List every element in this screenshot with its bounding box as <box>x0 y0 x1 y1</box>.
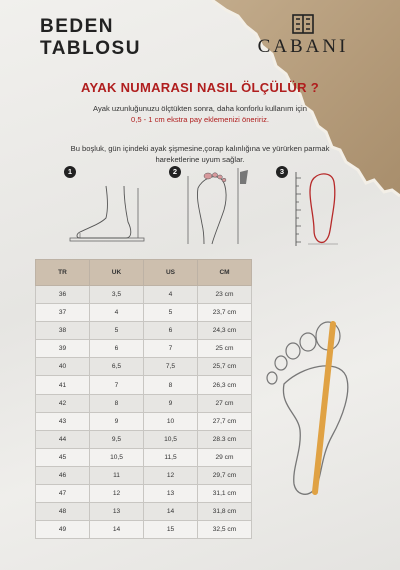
cm-cell: 25 cm <box>198 340 252 358</box>
cm-cell: 32,5 cm <box>198 521 252 539</box>
cm-cell: 23 cm <box>198 286 252 304</box>
uk-cell: 8 <box>90 394 144 412</box>
foot-outline-ruler-illustration <box>290 168 350 250</box>
uk-cell: 6 <box>90 340 144 358</box>
step-1-badge: 1 <box>64 166 76 178</box>
us-cell: 7,5 <box>144 358 198 376</box>
cm-cell: 29 cm <box>198 448 252 466</box>
tr-cell: 46 <box>36 466 90 484</box>
tr-cell: 49 <box>36 521 90 539</box>
note-paragraph <box>30 143 370 165</box>
tr-cell: 39 <box>36 340 90 358</box>
us-cell: 13 <box>144 485 198 503</box>
us-cell: 7 <box>144 340 198 358</box>
uk-cell: 11 <box>90 466 144 484</box>
uk-cell: 7 <box>90 376 144 394</box>
cm-cell: 31,8 cm <box>198 503 252 521</box>
table-row <box>36 521 252 539</box>
column-header-us: US <box>144 260 198 286</box>
table-row <box>36 430 252 448</box>
cm-cell: 28.3 cm <box>198 430 252 448</box>
tr-cell: 36 <box>36 286 90 304</box>
size-table-header <box>36 260 252 286</box>
step-2-badge: 2 <box>169 166 181 178</box>
title-line-1: BEDEN <box>40 16 115 37</box>
foot-top-view-illustration <box>184 166 256 246</box>
us-cell: 6 <box>144 322 198 340</box>
column-header-tr: TR <box>36 260 90 286</box>
us-cell: 5 <box>144 304 198 322</box>
us-cell: 15 <box>144 521 198 539</box>
tr-cell: 45 <box>36 448 90 466</box>
table-row <box>36 358 252 376</box>
table-row <box>36 322 252 340</box>
table-row <box>36 286 252 304</box>
size-table <box>35 259 252 539</box>
cm-cell: 27 cm <box>198 394 252 412</box>
cm-cell: 23,7 cm <box>198 304 252 322</box>
tr-cell: 43 <box>36 412 90 430</box>
table-row <box>36 376 252 394</box>
cm-cell: 24,3 cm <box>198 322 252 340</box>
note-line-2: hareketlerine uyum sağlar. <box>155 155 245 164</box>
cm-cell: 25,7 cm <box>198 358 252 376</box>
table-row <box>36 485 252 503</box>
intro-line-2: 0,5 - 1 cm ekstra pay eklemenizi öneririz. <box>130 115 269 124</box>
column-header-uk: UK <box>90 260 144 286</box>
cm-cell: 27,7 cm <box>198 412 252 430</box>
title-line-2: TABLOSU <box>40 38 141 59</box>
uk-cell: 12 <box>90 485 144 503</box>
table-row <box>36 304 252 322</box>
cm-cell: 31,1 cm <box>198 485 252 503</box>
table-row <box>36 448 252 466</box>
table-row <box>36 503 252 521</box>
us-cell: 9 <box>144 394 198 412</box>
logo-text: CABANI <box>257 36 349 57</box>
tr-cell: 44 <box>36 430 90 448</box>
uk-cell: 9,5 <box>90 430 144 448</box>
uk-cell: 13 <box>90 503 144 521</box>
size-chart-title <box>40 16 141 60</box>
table-row <box>36 412 252 430</box>
intro-paragraph <box>0 103 400 125</box>
tr-cell: 48 <box>36 503 90 521</box>
note-line-1: Bu boşluk, gün içindeki ayak şişmesine,çorap kalınlığına ve yürürken parmak <box>70 144 330 153</box>
cm-cell: 29,7 cm <box>198 466 252 484</box>
table-row <box>36 394 252 412</box>
uk-cell: 5 <box>90 322 144 340</box>
us-cell: 10,5 <box>144 430 198 448</box>
table-row <box>36 466 252 484</box>
uk-cell: 4 <box>90 304 144 322</box>
us-cell: 11,5 <box>144 448 198 466</box>
tr-cell: 38 <box>36 322 90 340</box>
foot-side-view-illustration <box>66 180 152 246</box>
us-cell: 12 <box>144 466 198 484</box>
uk-cell: 3,5 <box>90 286 144 304</box>
brand-logo <box>248 14 358 58</box>
tr-cell: 37 <box>36 304 90 322</box>
us-cell: 10 <box>144 412 198 430</box>
column-header-cm: CM <box>198 260 252 286</box>
tr-cell: 41 <box>36 376 90 394</box>
footprint-measure-illustration <box>262 318 358 498</box>
tr-cell: 47 <box>36 485 90 503</box>
intro-line-1: Ayak uzunluğunuzu ölçtükten sonra, daha konforlu kullanım için <box>93 104 307 113</box>
us-cell: 8 <box>144 376 198 394</box>
table-row <box>36 340 252 358</box>
tr-cell: 40 <box>36 358 90 376</box>
uk-cell: 14 <box>90 521 144 539</box>
uk-cell: 9 <box>90 412 144 430</box>
cabani-monogram-icon <box>292 14 314 34</box>
tr-cell: 42 <box>36 394 90 412</box>
cm-cell: 26,3 cm <box>198 376 252 394</box>
us-cell: 14 <box>144 503 198 521</box>
uk-cell: 10,5 <box>90 448 144 466</box>
step-3-badge: 3 <box>276 166 288 178</box>
us-cell: 4 <box>144 286 198 304</box>
uk-cell: 6,5 <box>90 358 144 376</box>
how-to-measure-heading: AYAK NUMARASI NASIL ÖLÇÜLÜR ? <box>81 80 319 95</box>
